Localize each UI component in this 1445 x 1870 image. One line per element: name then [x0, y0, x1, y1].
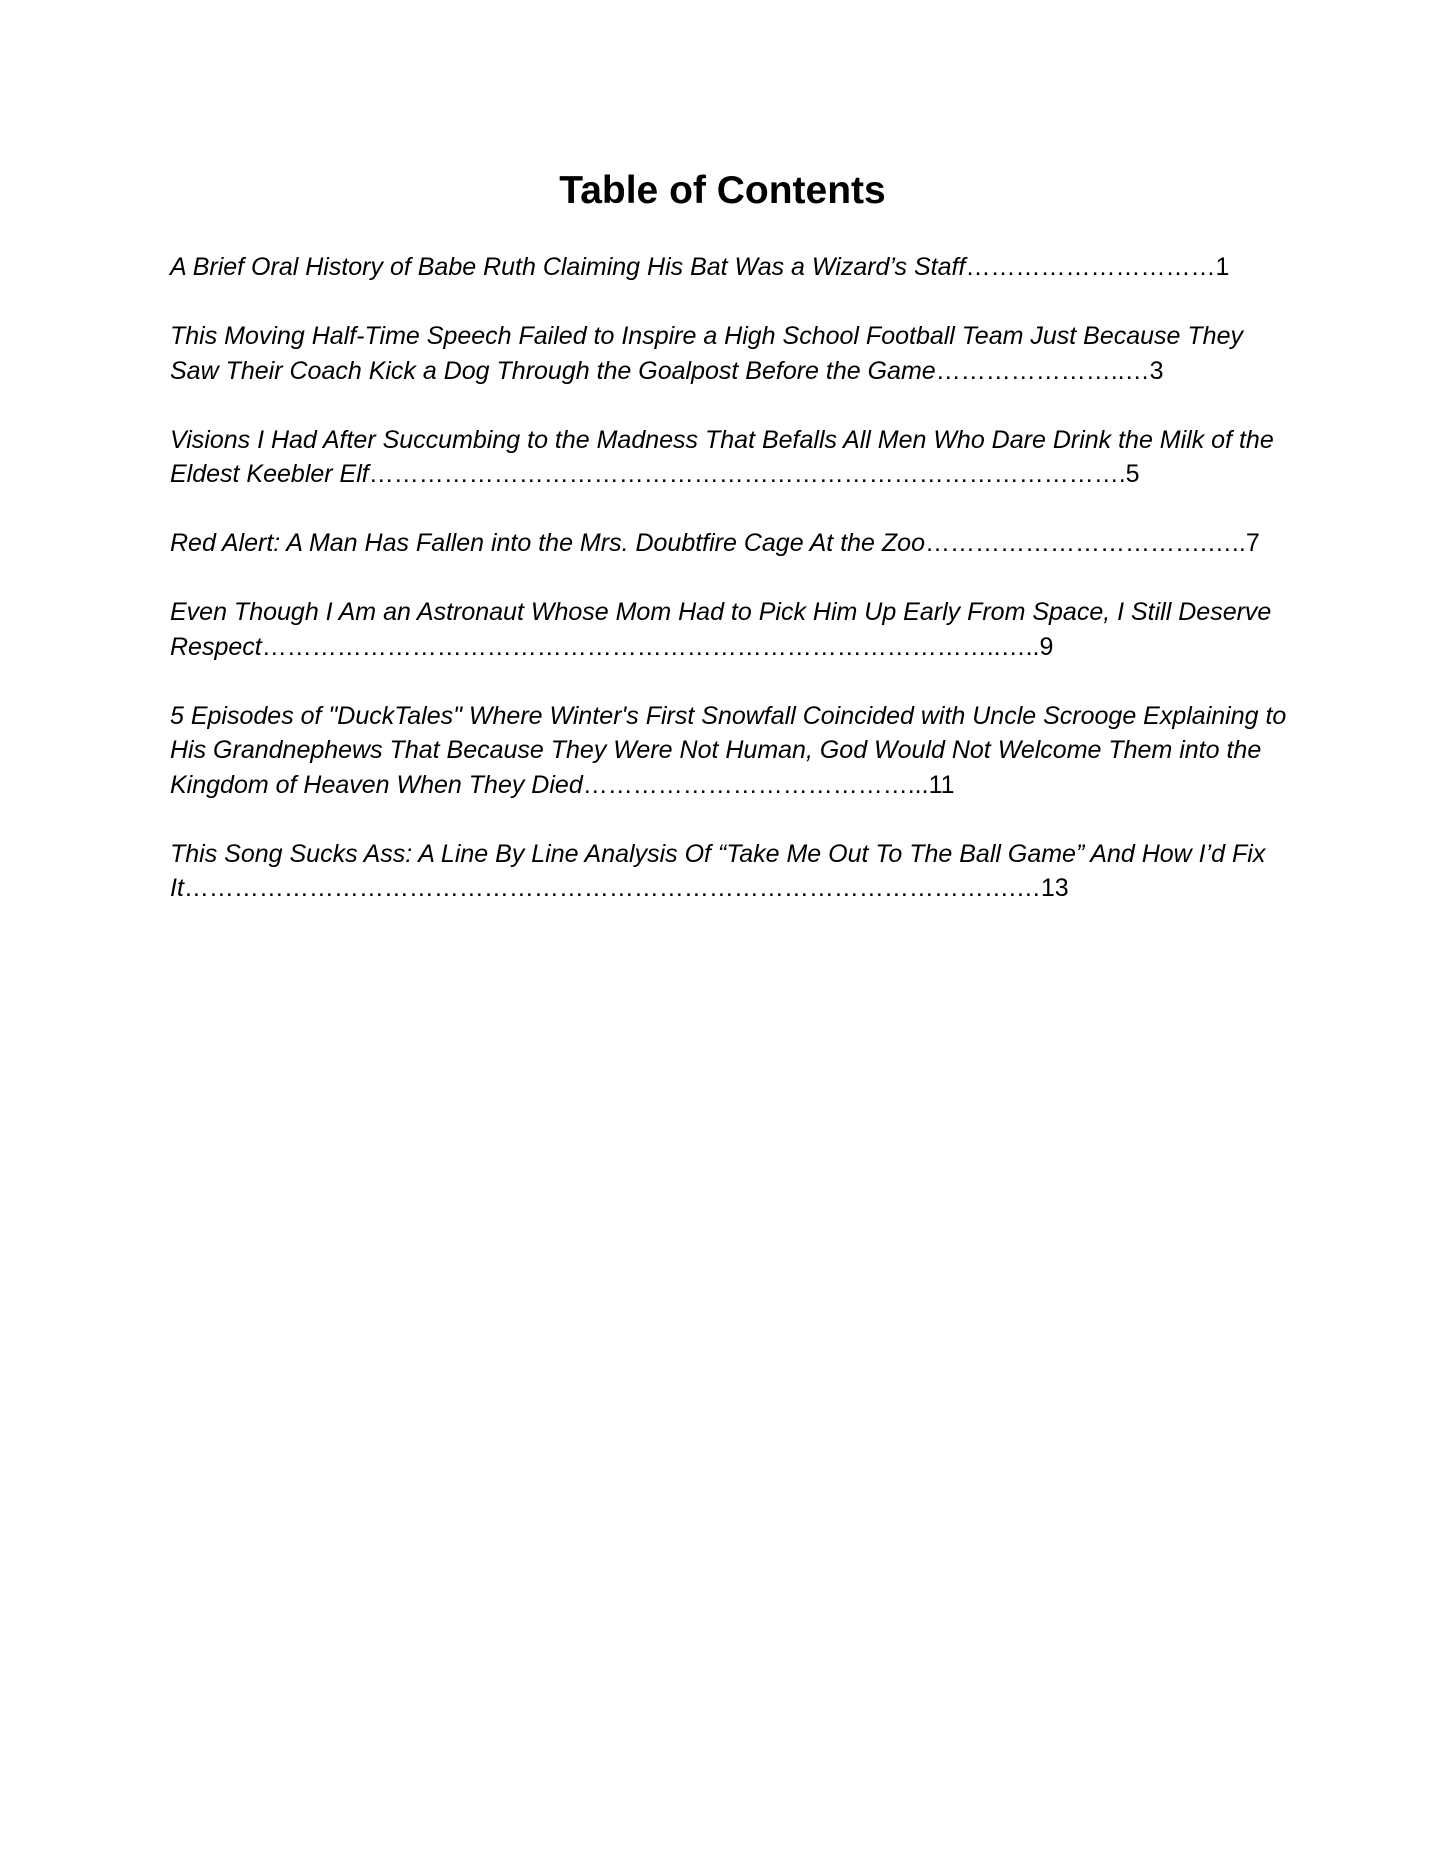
toc-list — [170, 250, 1290, 940]
toc-entry-title: Visions I Had After Succumbing to the Madness That Befalls All Men Who Dare Drink the Milk of the Eldest Keebler Elf — [170, 425, 1274, 488]
toc-entry-2[interactable] — [170, 319, 1290, 388]
toc-page-number: 13 — [1040, 874, 1069, 902]
toc-page-number: 7 — [1245, 529, 1260, 557]
toc-dot-leader: ……………………………………………………………………………..….. — [261, 632, 1040, 661]
toc-entry-4[interactable] — [170, 526, 1290, 561]
toc-dot-leader: ………………………… — [965, 253, 1216, 281]
toc-page-number: 11 — [928, 770, 955, 799]
toc-entry-title: Red Alert: A Man Has Fallen into the Mrs. Doubtfire Cage At the Zoo — [170, 529, 925, 557]
toc-entry-title: Even Though I Am an Astronaut Whose Mom Had to Pick Him Up Early From Space, I Still Deserve Respect — [170, 598, 1272, 661]
page-title: Table of Contents — [559, 169, 886, 212]
toc-entry-title: This Song Sucks Ass: A Line By Line Analysis Of “Take Me Out To The Ball Game” And How I’d Fix It — [170, 839, 1266, 902]
toc-entry-title: 5 Episodes of "DuckTales" Where Winter's First Snowfall Coincided with Uncle Scrooge Explaining to His Grandnephews That Because They Were Not Human, God Would Not Welcome Them into the Kingdom of Heaven When They Died — [170, 701, 1287, 799]
toc-page-number: 5 — [1125, 460, 1140, 488]
toc-entry-6[interactable] — [170, 699, 1290, 803]
toc-dot-leader: ……………………………………………………………………………………….… — [183, 874, 1041, 902]
toc-page-number: 1 — [1215, 253, 1230, 281]
toc-entry-7[interactable] — [170, 837, 1290, 906]
toc-entry-title: This Moving Half-Time Speech Failed to Inspire a High School Football Team Just Because They Saw Their Coach Kick a Dog Through the Goalpost Before the Game — [170, 322, 1243, 385]
toc-page-number: 9 — [1039, 632, 1054, 661]
toc-dot-leader: …………………..… — [935, 356, 1150, 385]
toc-dot-leader: …………………………………... — [582, 770, 929, 799]
toc-entry-3[interactable] — [170, 423, 1290, 492]
toc-entry-5[interactable] — [170, 595, 1290, 664]
toc-entry-1[interactable] — [170, 250, 1290, 285]
toc-page-number: 3 — [1149, 356, 1164, 385]
toc-entry-title: A Brief Oral History of Babe Ruth Claiming His Bat Was a Wizard’s Staff — [170, 253, 966, 281]
toc-dot-leader: …………………………….….. — [924, 529, 1246, 557]
toc-dot-leader: ………………………………………………………………………………. — [368, 460, 1126, 488]
